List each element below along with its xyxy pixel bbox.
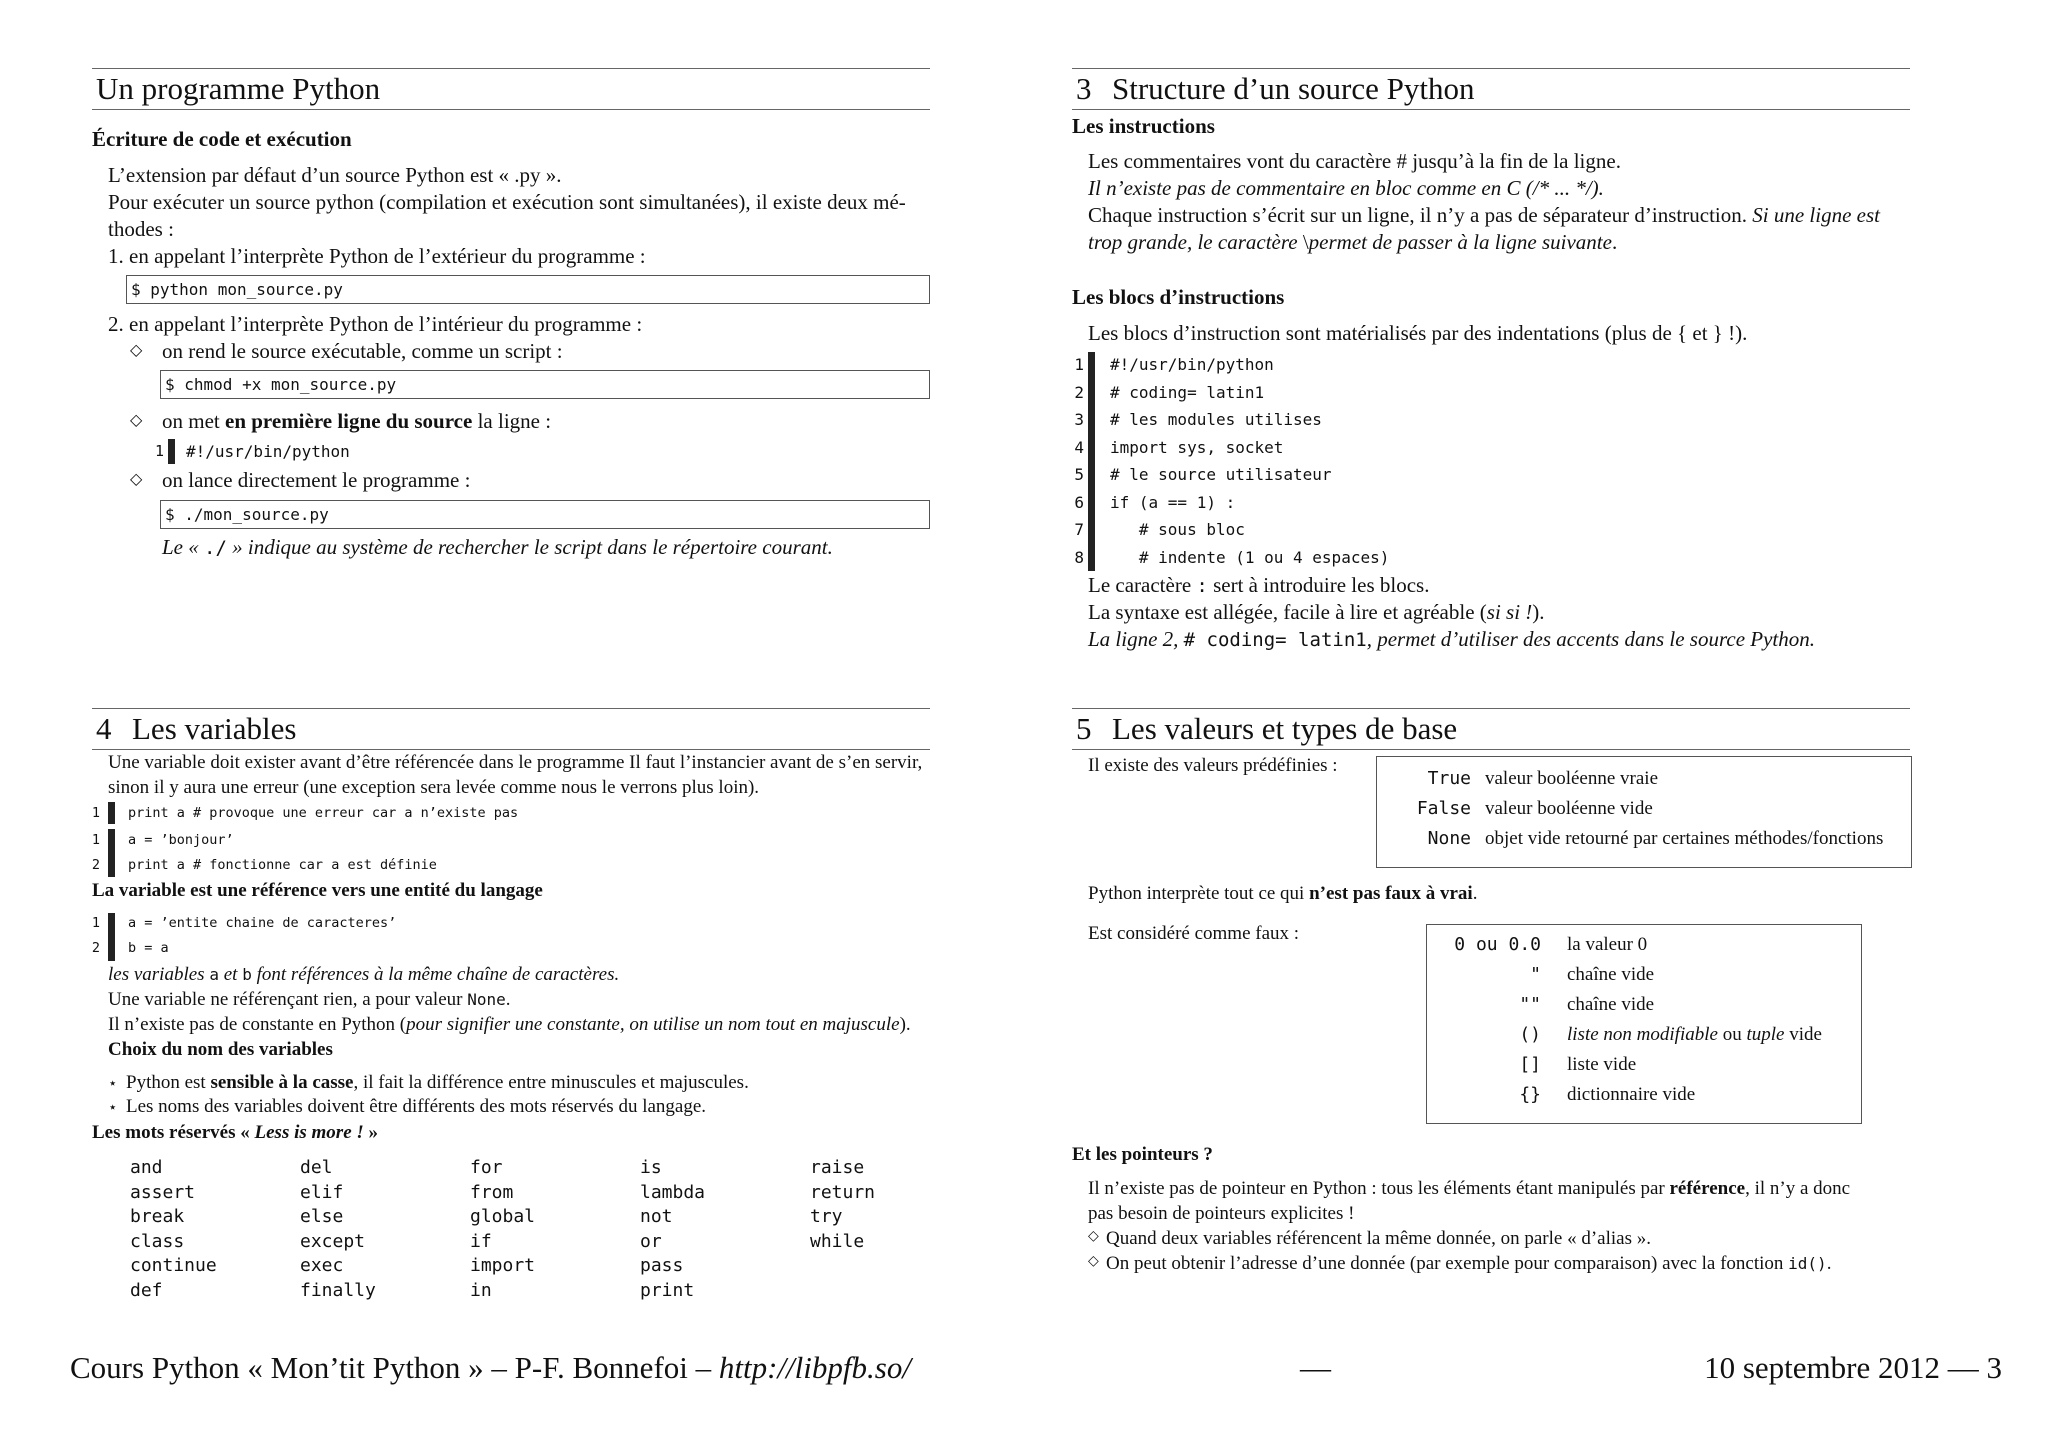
note: les variables a et b font références à la même chaîne de caractères. bbox=[108, 964, 620, 985]
code-line: b = a bbox=[128, 940, 169, 956]
value-desc: objet vide retourné par certaines méthodes/fonctions bbox=[1485, 828, 1884, 849]
paragraph: Il n’existe pas de commentaire en bloc comme en C (/* ... */). bbox=[1088, 176, 1604, 200]
keyword: if bbox=[470, 1230, 492, 1252]
bullet-text: On peut obtenir l’adresse d’une donnée (par exemple pour comparaison) avec la fonction id(). bbox=[1106, 1253, 1832, 1274]
code-line: #!/usr/bin/python bbox=[1110, 355, 1274, 374]
diamond-bullet-icon: ◇ bbox=[1088, 1229, 1099, 1244]
code-line: a = ’entite chaine de caracteres’ bbox=[128, 915, 397, 931]
code-box: $ chmod +x mon_source.py bbox=[160, 370, 930, 399]
paragraph: Il existe des valeurs prédéfinies : bbox=[1088, 755, 1338, 776]
footer-left: Cours Python « Mon’tit Python » – P-F. Bonnefoi – http://libpfb.so/ bbox=[70, 1350, 911, 1385]
paragraph: sinon il y aura une erreur (une exception sera levée comme nous le verrons plus loin). bbox=[108, 777, 760, 798]
paragraph: Il n’existe pas de pointeur en Python : tous les éléments étant manipulés par référence, il n’y a donc bbox=[1088, 1178, 1851, 1199]
keyword: print bbox=[640, 1279, 695, 1301]
bullet-text: Python est sensible à la casse, il fait la différence entre minuscules et majuscules. bbox=[126, 1072, 749, 1093]
paragraph: Python interprète tout ce qui n’est pas faux à vrai. bbox=[1088, 883, 1478, 904]
code-line: #!/usr/bin/python bbox=[186, 442, 350, 461]
keyword: raise bbox=[810, 1157, 865, 1178]
line-number: 1 bbox=[91, 805, 100, 821]
subheading-instructions: Les instructions bbox=[1072, 114, 1215, 138]
keyword: import bbox=[470, 1255, 536, 1276]
line-number: 1 bbox=[1074, 355, 1084, 374]
paragraph: trop grande, le caractère \permet de passer à la ligne suivante. bbox=[1088, 230, 1618, 254]
line-number: 2 bbox=[91, 857, 100, 873]
bullet-text: on rend le source exécutable, comme un script : bbox=[162, 339, 563, 363]
line-number: 3 bbox=[1074, 410, 1084, 429]
code-line: # indente (1 ou 4 espaces) bbox=[1110, 547, 1390, 567]
paragraph: Chaque instruction s’écrit sur un ligne, il n’y a pas de séparateur d’instruction. Si une ligne est bbox=[1088, 203, 1880, 227]
value-desc: chaîne vide bbox=[1567, 994, 1655, 1015]
list-item: 1. en appelant l’interprète Python de l’extérieur du programme : bbox=[108, 244, 646, 268]
code-bar bbox=[168, 439, 175, 464]
section-title: 5 Les valeurs et types de base bbox=[1072, 708, 1910, 750]
paragraph: Une variable doit exister avant d’être référencée dans le programme Il faut l’instancier avant de s’en servir, bbox=[108, 752, 923, 773]
value-key: "" bbox=[1519, 994, 1541, 1015]
paragraph: Pour exécuter un source python (compilation et exécution sont simultanées), il existe deux mé- bbox=[108, 190, 906, 214]
section-programme-python bbox=[92, 68, 930, 668]
keyword: in bbox=[470, 1279, 492, 1301]
keyword: elif bbox=[300, 1181, 344, 1203]
code-bar bbox=[108, 802, 115, 824]
keyword: while bbox=[810, 1230, 865, 1252]
value-desc: chaîne vide bbox=[1567, 964, 1655, 985]
line-number: 7 bbox=[1074, 520, 1084, 539]
value-key: True bbox=[1427, 768, 1471, 789]
line-number: 1 bbox=[154, 442, 164, 460]
value-desc: liste vide bbox=[1567, 1054, 1637, 1075]
section-structure-source bbox=[1072, 68, 1910, 668]
keyword: for bbox=[470, 1157, 503, 1178]
keyword: not bbox=[640, 1206, 673, 1227]
line-number: 2 bbox=[1074, 382, 1084, 402]
keyword: global bbox=[470, 1206, 536, 1227]
keyword: del bbox=[300, 1157, 333, 1178]
paragraph: La ligne 2, # coding= latin1, permet d’utiliser des accents dans le source Python. bbox=[1088, 627, 1815, 651]
keyword: or bbox=[640, 1230, 662, 1252]
keyword: try bbox=[810, 1206, 843, 1227]
section-title: Un programme Python bbox=[92, 68, 930, 110]
code-box: $ ./mon_source.py bbox=[160, 500, 930, 529]
paragraph: L’extension par défaut d’un source Python est « .py ». bbox=[108, 163, 562, 187]
note: Le « ./ » indique au système de rechercher le script dans le répertoire courant. bbox=[162, 535, 833, 559]
paragraph: Les commentaires vont du caractère # jusqu’à la fin de la ligne. bbox=[1088, 149, 1621, 173]
paragraph: Est considéré comme faux : bbox=[1088, 923, 1300, 944]
bullet-text: on lance directement le programme : bbox=[162, 468, 471, 492]
value-key: {} bbox=[1519, 1084, 1541, 1105]
code-bar bbox=[1088, 352, 1095, 571]
value-key: False bbox=[1416, 798, 1471, 819]
code-line: # coding= latin1 bbox=[1110, 382, 1265, 402]
value-desc: dictionnaire vide bbox=[1567, 1084, 1696, 1105]
code-line: # les modules utilises bbox=[1110, 410, 1322, 429]
subheading-reference: La variable est une référence vers une entité du langage bbox=[92, 880, 543, 901]
footer-center: — bbox=[1300, 1350, 1331, 1385]
keyword: finally bbox=[300, 1279, 376, 1301]
paragraph: thodes : bbox=[108, 217, 174, 241]
code-bar bbox=[108, 829, 115, 877]
code-line: print a # provoque une erreur car a n’existe pas bbox=[128, 805, 519, 821]
code-box: $ python mon_source.py bbox=[126, 275, 930, 304]
false-values-table bbox=[1426, 924, 1862, 1124]
code-line: if (a == 1) : bbox=[1110, 492, 1236, 512]
value-key: 0 ou 0.0 bbox=[1454, 934, 1541, 955]
subheading-pointeurs: Et les pointeurs ? bbox=[1072, 1144, 1213, 1165]
subheading-choix: Choix du nom des variables bbox=[108, 1039, 333, 1060]
line-number: 1 bbox=[91, 915, 100, 931]
value-desc: la valeur 0 bbox=[1567, 934, 1648, 955]
value-key: None bbox=[1427, 828, 1471, 849]
value-key: " bbox=[1530, 964, 1541, 985]
diamond-bullet-icon: ◇ bbox=[130, 471, 143, 488]
keyword: exec bbox=[300, 1255, 344, 1276]
value-key: [] bbox=[1519, 1054, 1541, 1075]
keyword: def bbox=[130, 1279, 163, 1301]
diamond-bullet-icon: ◇ bbox=[130, 342, 143, 359]
keyword: return bbox=[810, 1181, 876, 1203]
diamond-bullet-icon: ◇ bbox=[130, 412, 143, 429]
list-item: 2. en appelant l’interprète Python de l’intérieur du programme : bbox=[108, 312, 643, 336]
paragraph: Les blocs d’instruction sont matérialisés par des indentations (plus de { et } !). bbox=[1088, 321, 1748, 345]
line-number: 2 bbox=[91, 940, 100, 956]
section-variables bbox=[92, 708, 930, 1308]
keyword: is bbox=[640, 1157, 662, 1178]
keyword: and bbox=[130, 1157, 163, 1178]
keyword: except bbox=[300, 1230, 366, 1252]
bullet-text: Les noms des variables doivent être différents des mots réservés du langage. bbox=[126, 1096, 707, 1117]
bullet-text: Quand deux variables référencent la même donnée, on parle « d’alias ». bbox=[1106, 1228, 1651, 1249]
code-line: import sys, socket bbox=[1110, 437, 1284, 457]
paragraph: Une variable ne référençant rien, a pour valeur None. bbox=[108, 989, 511, 1010]
keyword: assert bbox=[130, 1181, 196, 1203]
line-number: 4 bbox=[1074, 437, 1084, 457]
code-line: # le source utilisateur bbox=[1110, 465, 1332, 484]
code-line: a = ’bonjour’ bbox=[128, 832, 234, 848]
subheading-ecriture: Écriture de code et exécution bbox=[92, 127, 352, 151]
section-valeurs-types bbox=[1072, 708, 1910, 1308]
star-bullet-icon: ⋆ bbox=[108, 1076, 118, 1092]
bullet-text: on met en première ligne du source la ligne : bbox=[162, 409, 552, 433]
paragraph: La syntaxe est allégée, facile à lire et agréable (si si !). bbox=[1088, 600, 1545, 624]
footer-right: 10 septembre 2012 — 3 bbox=[1704, 1350, 2002, 1385]
paragraph: pas besoin de pointeurs explicites ! bbox=[1088, 1203, 1355, 1224]
keyword: continue bbox=[130, 1255, 217, 1276]
keyword: class bbox=[130, 1230, 185, 1252]
line-number: 8 bbox=[1074, 547, 1084, 567]
section-title: 3 Structure d’un source Python bbox=[1072, 68, 1910, 110]
keyword: pass bbox=[640, 1255, 684, 1276]
code-line: print a # fonctionne car a est définie bbox=[128, 857, 437, 873]
star-bullet-icon: ⋆ bbox=[108, 1100, 118, 1116]
line-number: 1 bbox=[91, 832, 100, 848]
paragraph: Il n’existe pas de constante en Python (pour signifier une constante, on utilise un nom tout en majuscule). bbox=[108, 1014, 911, 1035]
line-number: 5 bbox=[1074, 465, 1084, 484]
keyword: else bbox=[300, 1206, 344, 1227]
keyword: from bbox=[470, 1181, 514, 1203]
section-title: 4 Les variables bbox=[92, 708, 930, 750]
diamond-bullet-icon: ◇ bbox=[1088, 1254, 1099, 1269]
code-bar bbox=[108, 913, 115, 961]
subheading-blocs: Les blocs d’instructions bbox=[1072, 285, 1285, 309]
value-desc: liste non modifiable ou tuple vide bbox=[1567, 1024, 1822, 1045]
value-desc: valeur booléenne vide bbox=[1485, 798, 1653, 819]
line-number: 6 bbox=[1074, 492, 1084, 512]
paragraph: Le caractère : sert à introduire les blocs. bbox=[1088, 573, 1430, 597]
value-key: () bbox=[1519, 1024, 1541, 1045]
keyword: break bbox=[130, 1206, 185, 1227]
value-desc: valeur booléenne vraie bbox=[1485, 768, 1659, 789]
predefined-values-table bbox=[1376, 756, 1912, 868]
code-line: # sous bloc bbox=[1110, 520, 1245, 539]
keyword: lambda bbox=[640, 1181, 706, 1203]
subheading-mots-reserves: Les mots réservés « Less is more ! » bbox=[92, 1122, 379, 1143]
